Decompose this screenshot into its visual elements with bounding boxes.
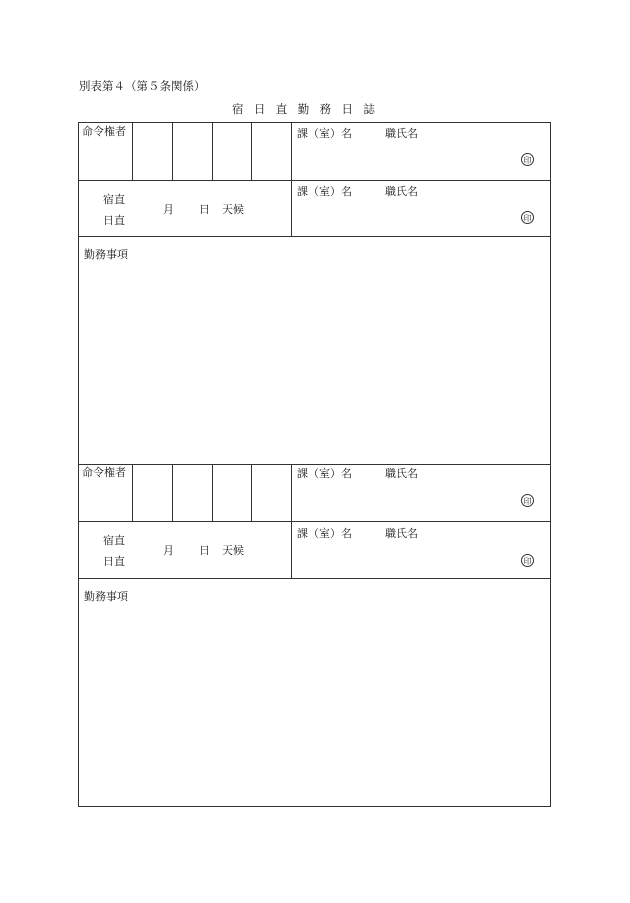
block1-month-label: 月 [163,203,174,216]
block2-seal-2: 印 [521,554,534,567]
form-title: 宿日直勤務日誌 [232,102,386,116]
form-caption: 別表第４（第５条関係） [79,79,206,93]
block2-col-divider-1 [132,465,133,521]
block1-dept-label-2: 課（室）名 [297,185,352,198]
block1-row-divider-1 [79,180,550,181]
block1-seal-1: 印 [521,153,534,166]
block2-col-divider-3 [212,465,213,521]
block2-col-divider-2 [172,465,173,521]
block1-day-duty-label: 日直 [103,214,125,227]
duty-log-form [78,122,551,807]
block1-dept-label-1: 課（室）名 [297,127,352,140]
block1-col-divider-2 [172,123,173,180]
block1-col-divider-1 [132,123,133,180]
block-divider [79,464,550,465]
block2-month-label: 月 [163,544,174,557]
block2-name-label-2: 職氏名 [385,527,418,540]
block2-name-label-1: 職氏名 [385,467,418,480]
block1-row-divider-2 [79,236,550,237]
block2-night-duty-label: 宿直 [103,534,125,547]
block2-dept-label-1: 課（室）名 [297,467,352,480]
block2-day-label: 日 [199,544,210,557]
block1-name-label-1: 職氏名 [385,127,418,140]
block1-col-divider-right [291,123,292,236]
block1-day-label: 日 [199,203,210,216]
block2-row-divider-2 [79,578,550,579]
block2-col-divider-4 [251,465,252,521]
block2-seal-1: 印 [521,494,534,507]
block1-command-label: 命令権者 [82,125,126,138]
block2-work-label: 勤務事項 [84,590,128,603]
block1-col-divider-4 [251,123,252,180]
block2-command-label: 命令権者 [82,466,126,479]
block2-col-divider-right [291,465,292,578]
block2-day-duty-label: 日直 [103,555,125,568]
block1-work-label: 勤務事項 [84,248,128,261]
block1-night-duty-label: 宿直 [103,193,125,206]
block2-dept-label-2: 課（室）名 [297,527,352,540]
block1-seal-2: 印 [521,211,534,224]
block1-name-label-2: 職氏名 [385,185,418,198]
block2-weather-label: 天候 [222,544,244,557]
block1-weather-label: 天候 [222,203,244,216]
block2-row-divider-1 [79,521,550,522]
block1-col-divider-3 [212,123,213,180]
